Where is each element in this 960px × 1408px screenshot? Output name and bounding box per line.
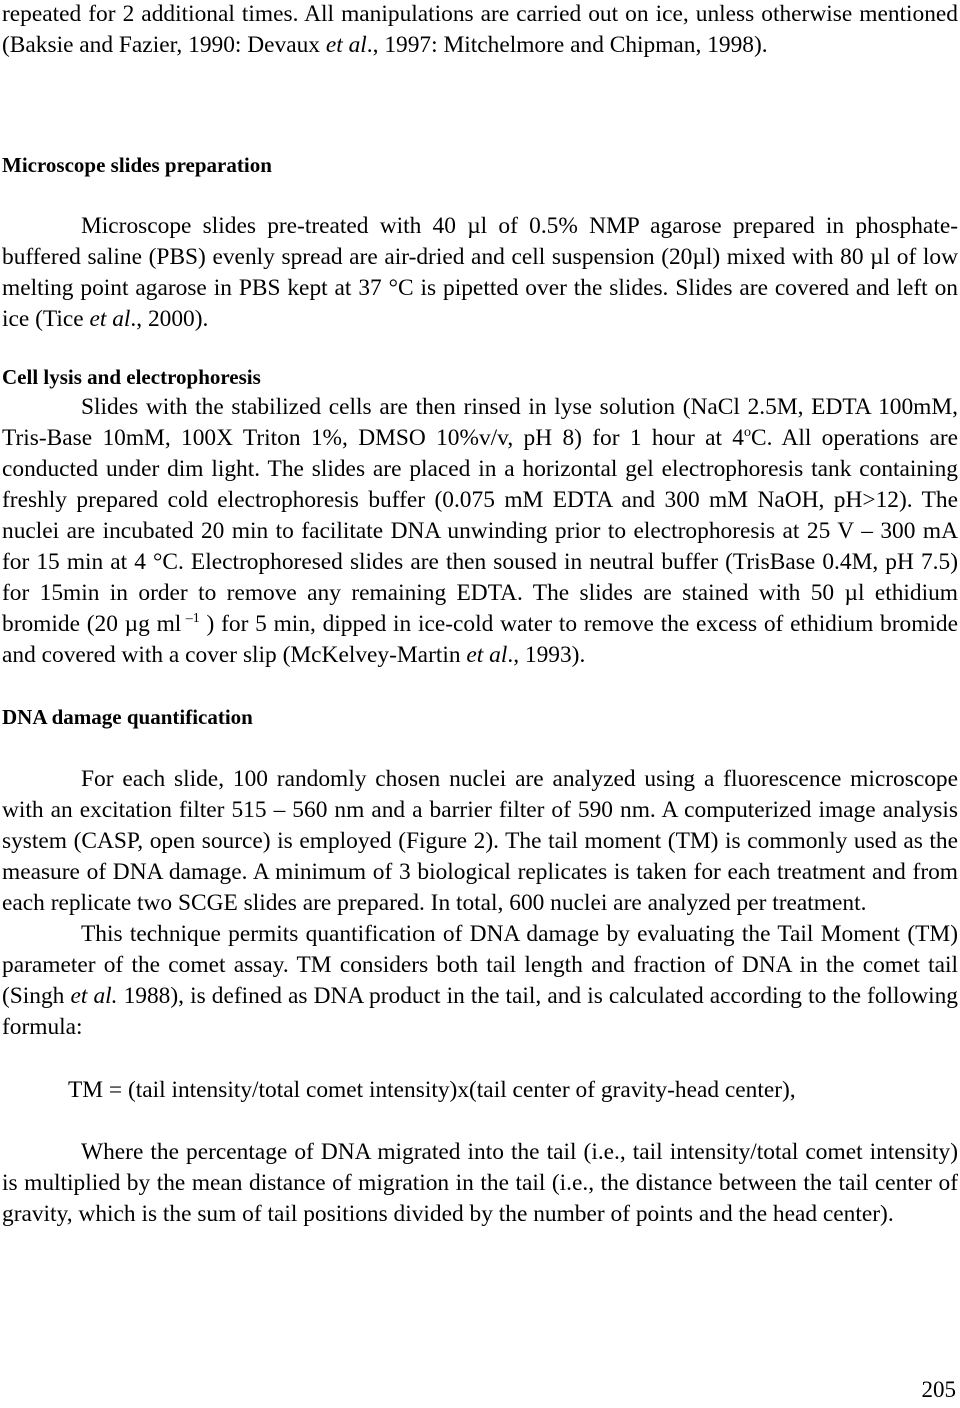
lysis-paragraph	[2, 392, 958, 671]
slides-paragraph	[2, 211, 958, 335]
page-number: 205	[921, 1377, 956, 1402]
text-run: Slides with the stabilized cells are then rinsed in lyse solution (NaCl 2.5M, EDTA 100mM, Tris-Base 10mM, 100X Triton 1%, DMSO 10%v/v, pH 8) for 1 hour at 4	[2, 394, 958, 451]
text-run: ., 2000).	[130, 306, 209, 332]
text-run: ., 1997: Mitchelmore and Chipman, 1998).	[366, 32, 768, 58]
et-al: et al	[89, 306, 131, 332]
dna-paragraph-2	[2, 919, 958, 1043]
text-run: This technique permits quantification of DNA damage by evaluating the Tail Moment (TM) parameter of the comet assay. TM considers both tail length and fraction of DNA in the comet tail (Singh	[2, 921, 958, 1009]
text-run: Microscope slides pre-treated with 40 µl of 0.5% NMP agarose prepared in phosphate-buffered saline (PBS) evenly spread are air-dried and cell suspension (20µl) mixed with 80 µl of low melting point agarose in PBS kept at 37 °C is pipetted over the slides. Slides are covered and left on ice (Tice	[2, 213, 958, 332]
superscript: –1	[181, 611, 200, 626]
superscript: o	[743, 425, 751, 440]
text-run: C. All operations are conducted under dim light. The slides are placed in a horizontal gel electrophoresis tank containing freshly prepared cold electrophoresis buffer (0.075 mM EDTA and 300 mM NaOH, pH>12). The nuclei are incubated 20 min to facilitate DNA unwinding prior to electrophoresis at 25 V – 300 mA for 15 min at 4 °C. Electrophoresed slides are then soused in neutral buffer (TrisBase 0.4M, pH 7.5) for 15min in order to remove any remaining EDTA. The slides are stained with 50 µl ethidium bromide (20 µg ml	[2, 425, 958, 637]
et-al: et al	[325, 32, 367, 58]
section-heading-slides: Microscope slides preparation	[2, 153, 272, 177]
text-run: 1988), is defined as DNA product in the tail, and is calculated according to the following formula:	[2, 983, 958, 1040]
text-run: ) for 5 min, dipped in ice-cold water to remove the excess of ethidium bromide and covered with a cover slip (McKelvey-Martin	[2, 611, 958, 668]
text-run: repeated for 2 additional times. All manipulations are carried out on ice, unless otherwise mentioned (Baksie and Fazier, 1990: Devaux	[2, 1, 958, 58]
section-heading-lysis: Cell lysis and electrophoresis	[2, 365, 261, 389]
intro-paragraph	[2, 0, 958, 61]
tm-formula: TM = (tail intensity/total comet intensity)x(tail center of gravity-head center),	[68, 1077, 796, 1103]
et-al: et al.	[70, 983, 118, 1009]
dna-paragraph-1: For each slide, 100 randomly chosen nuclei are analyzed using a fluorescence microscope with an excitation filter 515 – 560 nm and a barrier filter of 590 nm. A computerized image analysis system (CASP, open source) is employed (Figure 2). The tail moment (TM) is commonly used as the measure of DNA damage. A minimum of 3 biological replicates is taken for each treatment and from each replicate two SCGE slides are prepared. In total, 600 nuclei are analyzed per treatment.	[2, 766, 958, 916]
dna-paragraph-3: Where the percentage of DNA migrated into the tail (i.e., tail intensity/total comet intensity) is multiplied by the mean distance of migration in the tail (i.e., the distance between the tail center of gravity, which is the sum of tail positions divided by the number of points and the head center).	[2, 1139, 958, 1227]
et-al: et al	[466, 642, 508, 668]
section-heading-dna: DNA damage quantification	[2, 705, 253, 729]
text-run: ., 1993).	[507, 642, 586, 668]
document-page	[2, 0, 958, 1230]
